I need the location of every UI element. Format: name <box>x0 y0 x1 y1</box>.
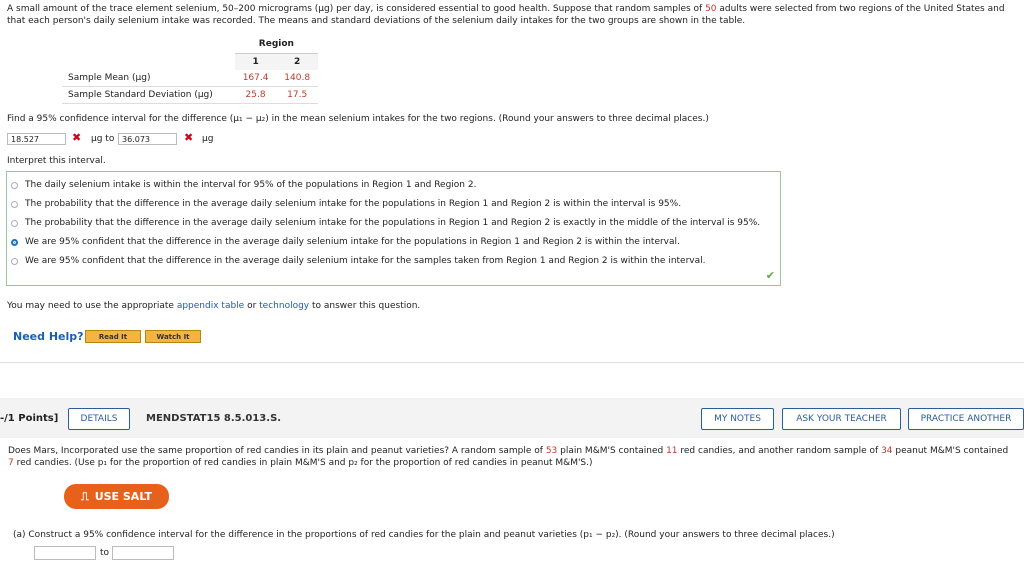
radio-button[interactable] <box>11 201 18 208</box>
to-label: to <box>100 548 110 558</box>
sample-size: 50 <box>705 4 717 14</box>
help-text: to answer this question. <box>309 301 421 311</box>
lower-bound-input[interactable]: 18.527 <box>7 133 66 145</box>
need-help-label: Need Help? <box>13 330 84 343</box>
row-label: Sample Mean (µg) <box>62 70 235 87</box>
appendix-table-link[interactable]: appendix table <box>176 301 245 311</box>
practice-another-button[interactable]: PRACTICE ANOTHER <box>908 408 1024 430</box>
option-3[interactable] <box>11 216 760 230</box>
unit-to-label: µg to <box>91 134 115 144</box>
watch-it-button[interactable]: Watch It <box>145 330 201 343</box>
correct-check-icon: ✔ <box>765 269 775 282</box>
question-part: red candies, and another random sample of <box>677 446 882 456</box>
peanut-sample-size: 34 <box>881 446 893 456</box>
part-a-prompt: (a) Construct a 95% confidence interval for the difference in the proportions of red candies for the plain and peanut varieties (p₁ − p₂). (Round your answers to three decimal places.) <box>13 530 835 540</box>
option-1[interactable] <box>11 178 476 192</box>
my-notes-button[interactable]: MY NOTES <box>701 408 774 430</box>
options-box <box>6 171 781 286</box>
option-2[interactable] <box>11 197 681 211</box>
divider <box>0 362 1024 363</box>
help-text: or <box>244 301 260 311</box>
incorrect-x-icon: ✖ <box>184 131 194 144</box>
question-text <box>8 445 1013 469</box>
question-code: MENDSTAT15 8.5.013.S. <box>146 413 282 424</box>
question-header-bar <box>0 398 1024 438</box>
option-text: The daily selenium intake is within the interval for 95% of the populations in Region 1 and Region 2. <box>25 180 477 190</box>
question-part: red candies. (Use p₁ for the proportion of red candies in plain M&M'S and p₂ for the proportion of red candies in peanut M&M'S.) <box>13 458 593 468</box>
option-text: The probability that the difference in the average daily selenium intake for the populations in Region 1 and Region 2 is exactly in the middle of the interval is 95%. <box>25 218 761 228</box>
option-5[interactable] <box>11 254 706 268</box>
technology-link[interactable]: technology <box>259 301 310 311</box>
plain-red-count: 11 <box>666 446 678 456</box>
salt-icon: ⎍ <box>80 489 89 503</box>
region-header: Region <box>235 35 318 54</box>
intro-part-b: adults were selected from two regions of the United States and that each person's daily selenium intake was recorded. The means and standard deviations of the selenium daily intakes for the two groups are shown in the table. <box>7 4 1005 26</box>
radio-button[interactable] <box>11 182 18 189</box>
ask-teacher-button[interactable]: ASK YOUR TEACHER <box>782 408 901 430</box>
question-part: Does Mars, Incorporated use the same proportion of red candies in its plain and peanut varieties? A random sample of <box>8 446 546 456</box>
radio-button[interactable] <box>11 258 18 265</box>
row-label: Sample Standard Deviation (µg) <box>62 87 235 104</box>
unit-label: µg <box>202 134 214 144</box>
table-cell: 140.8 <box>276 70 318 87</box>
option-text: We are 95% confident that the difference in the average daily selenium intake for the samples taken from Region 1 and Region 2 is within the interval. <box>25 256 706 266</box>
help-text: You may need to use the appropriate <box>7 301 177 311</box>
problem-text <box>7 3 1017 27</box>
radio-button-selected[interactable] <box>11 239 18 246</box>
data-table <box>62 35 318 104</box>
option-text: We are 95% confident that the difference in the average daily selenium intake for the populations in Region 1 and Region 2 is within the interval. <box>25 237 680 247</box>
lower-bound-input-2[interactable] <box>34 546 96 560</box>
details-button[interactable]: DETAILS <box>68 408 130 430</box>
incorrect-x-icon: ✖ <box>72 131 82 144</box>
upper-bound-input[interactable]: 36.073 <box>118 133 177 145</box>
radio-button[interactable] <box>11 220 18 227</box>
salt-label: USE SALT <box>94 490 153 503</box>
question-part: peanut M&M'S contained <box>892 446 1009 456</box>
question-part: plain M&M'S contained <box>557 446 667 456</box>
table-cell: 167.4 <box>235 70 277 87</box>
interpret-label: Interpret this interval. <box>7 156 106 166</box>
table-cell: 17.5 <box>276 87 318 104</box>
ci-prompt: Find a 95% confidence interval for the difference (µ₁ − µ₂) in the mean selenium intakes for the two regions. (Round your answers to three decimal places.) <box>7 114 709 124</box>
table-cell: 25.8 <box>235 87 277 104</box>
use-salt-button[interactable] <box>64 484 169 509</box>
peanut-red-count: 7 <box>8 458 14 468</box>
plain-sample-size: 53 <box>545 446 558 456</box>
upper-bound-input-2[interactable] <box>112 546 174 560</box>
read-it-button[interactable]: Read It <box>85 330 141 343</box>
region-1-header: 1 <box>235 54 277 71</box>
option-4[interactable] <box>11 235 680 249</box>
points-label: -/1 Points] <box>0 413 59 424</box>
help-line <box>7 301 420 311</box>
option-text: The probability that the difference in the average daily selenium intake for the populations in Region 1 and Region 2 is within the interval is 95%. <box>25 199 682 209</box>
intro-part-a: A small amount of the trace element selenium, 50–200 micrograms (µg) per day, is considered essential to good health. Suppose that random samples of <box>7 4 706 14</box>
region-2-header: 2 <box>276 54 318 71</box>
